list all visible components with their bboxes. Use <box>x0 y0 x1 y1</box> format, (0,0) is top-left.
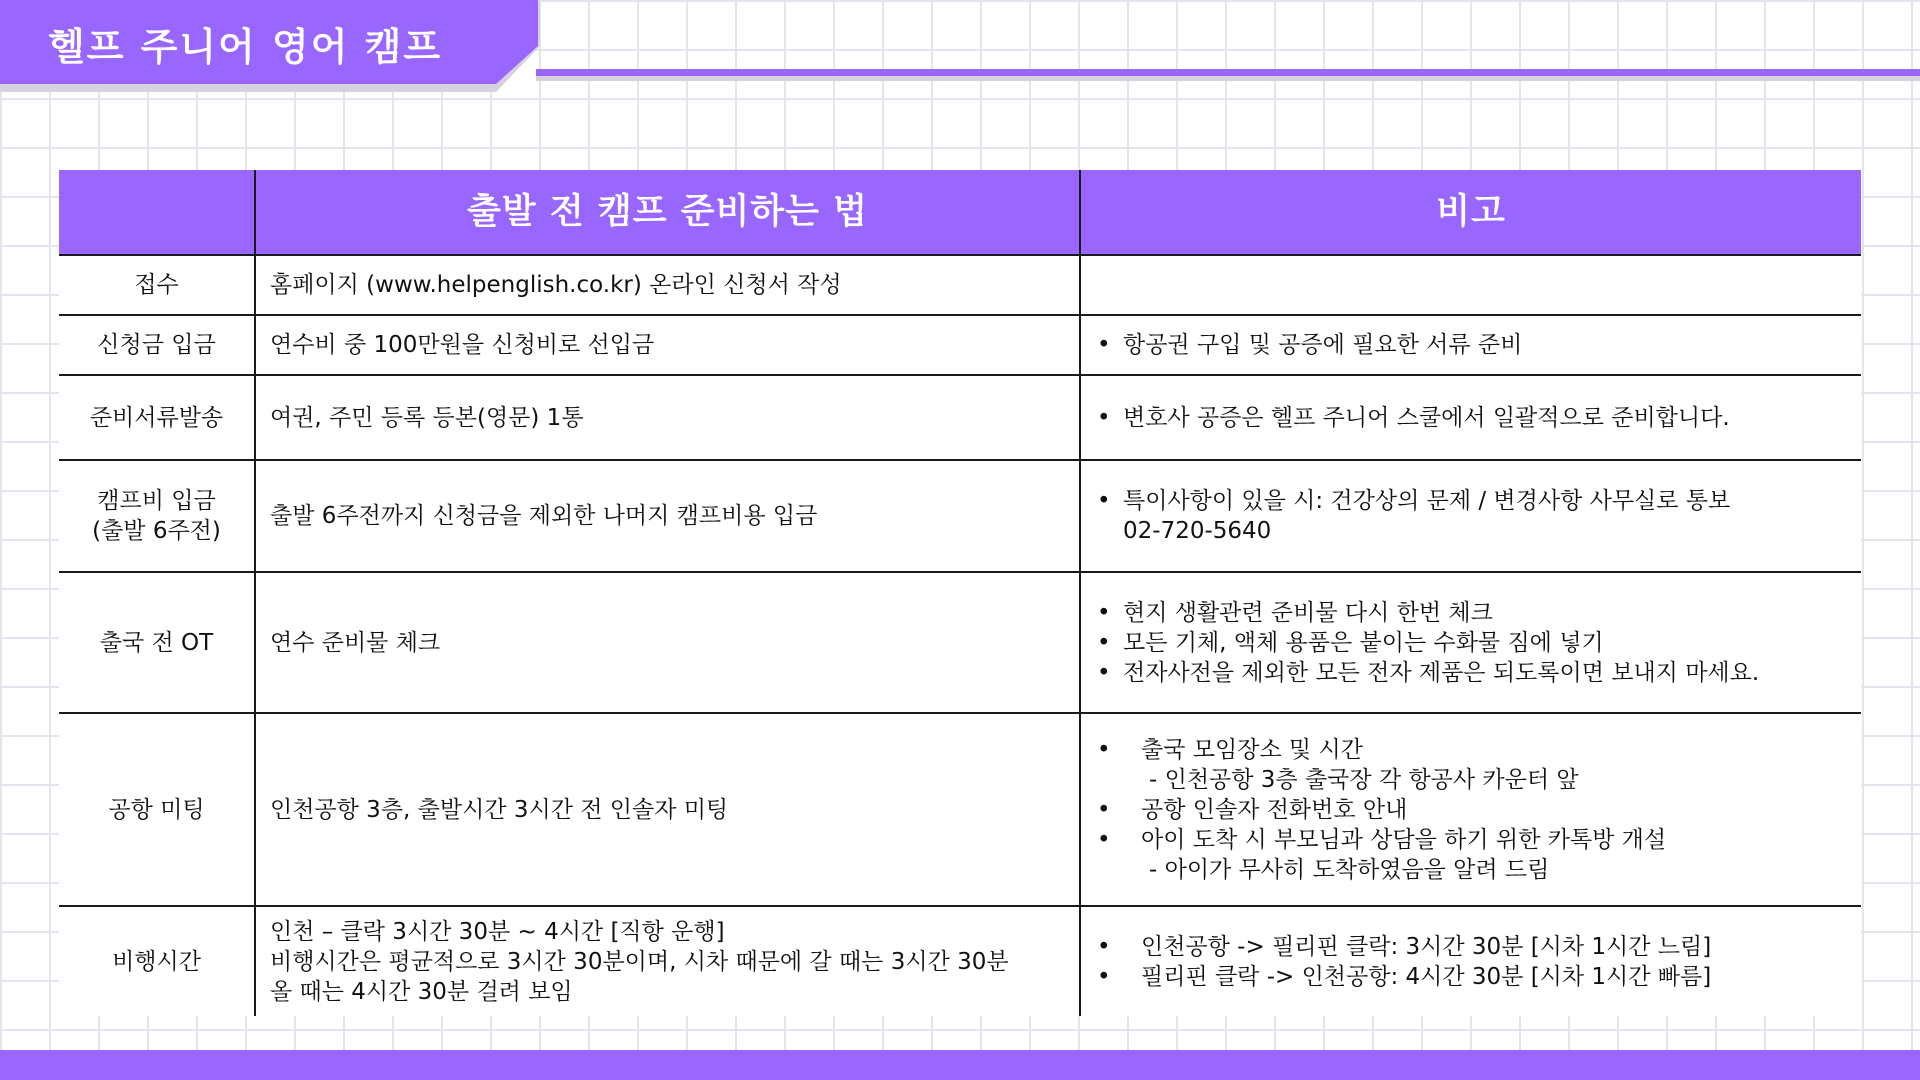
content-line: 인천 – 클락 3시간 30분 ~ 4시간 [직항 운행] <box>270 918 725 945</box>
table-row <box>59 572 1861 713</box>
row-label: 공항 미팅 <box>59 713 255 906</box>
row-notes <box>1080 460 1861 572</box>
row-content: 연수비 중 100만원을 신청비로 선입금 <box>255 315 1080 375</box>
note-text: • 아이 도착 시 부모님과 상담을 하기 위한 카톡방 개설 <box>1141 826 1667 853</box>
note-item: • 전자사전을 제외한 모든 전자 제품은 되도록이면 보내지 마세요. <box>1095 658 1847 688</box>
row-content: 여권, 주민 등록 등본(영문) 1통 <box>255 375 1080 460</box>
table-row <box>59 375 1861 460</box>
row-label: 접수 <box>59 255 255 315</box>
row-notes <box>1080 255 1861 315</box>
header-rule <box>536 69 1920 76</box>
note-item: • 현지 생활관련 준비물 다시 한번 체크 <box>1095 598 1847 628</box>
table-row <box>59 460 1861 572</box>
camp-preparation-table <box>59 170 1861 1016</box>
row-notes <box>1080 375 1861 460</box>
note-item: • 항공권 구입 및 공증에 필요한 서류 준비 <box>1095 330 1847 360</box>
row-label: 준비서류발송 <box>59 375 255 460</box>
row-label: 신청금 입금 <box>59 315 255 375</box>
table-row <box>59 255 1861 315</box>
row-label: 출국 전 OT <box>59 572 255 713</box>
note-subtext: - 아이가 무사히 도착하였음을 알려 드림 <box>1149 856 1550 883</box>
note-phone: 02-720-5640 <box>1123 518 1272 544</box>
page-title: 헬프 주니어 영어 캠프 <box>48 25 443 69</box>
row-notes <box>1080 315 1861 375</box>
row-label-line: (출발 6주전) <box>92 518 221 544</box>
table-header-row <box>59 170 1861 255</box>
row-content: 출발 6주전까지 신청금을 제외한 나머지 캠프비용 입금 <box>255 460 1080 572</box>
row-content: 홈페이지 (www.helpenglish.co.kr) 온라인 신청서 작성 <box>255 255 1080 315</box>
row-label <box>59 460 255 572</box>
note-text: • 출국 모임장소 및 시간 <box>1141 736 1363 763</box>
note-item: • 필리핀 클락 -> 인천공항: 4시간 30분 [시차 1시간 빠름] <box>1095 962 1847 992</box>
note-text: • 공항 인솔자 전화번호 안내 <box>1141 796 1408 823</box>
row-content <box>255 906 1080 1016</box>
content-line: 올 때는 4시간 30분 걸려 보임 <box>270 978 573 1005</box>
row-content: 인천공항 3층, 출발시간 3시간 전 인솔자 미팅 <box>255 713 1080 906</box>
row-notes <box>1080 572 1861 713</box>
note-item <box>1095 825 1847 885</box>
note-item <box>1095 486 1847 546</box>
note-item: • 인천공항 -> 필리핀 클락: 3시간 30분 [시차 1시간 느림] <box>1095 932 1847 962</box>
header-cell-label <box>59 170 255 255</box>
note-item <box>1095 795 1847 825</box>
row-notes <box>1080 906 1861 1016</box>
header-cell-notes: 비고 <box>1080 170 1861 255</box>
note-item: • 변호사 공증은 헬프 주니어 스쿨에서 일괄적으로 준비합니다. <box>1095 403 1847 433</box>
row-label-line: 캠프비 입금 <box>97 488 216 514</box>
row-label: 비행시간 <box>59 906 255 1016</box>
note-item <box>1095 735 1847 795</box>
content-line: 비행시간은 평균적으로 3시간 30분이며, 시차 때문에 갈 때는 3시간 30분 <box>270 948 1009 975</box>
footer-bar <box>0 1050 1920 1080</box>
note-item: • 모든 기체, 액체 용품은 붙이는 수화물 짐에 넣기 <box>1095 628 1847 658</box>
row-content: 연수 준비물 체크 <box>255 572 1080 713</box>
table-row <box>59 315 1861 375</box>
note-text: • 특이사항이 있을 시: 건강상의 문제 / 변경사항 사무실로 통보 <box>1123 488 1731 514</box>
table-row <box>59 713 1861 906</box>
header-cell-preparation: 출발 전 캠프 준비하는 법 <box>255 170 1080 255</box>
row-notes <box>1080 713 1861 906</box>
table-row <box>59 906 1861 1016</box>
note-subtext: - 인천공항 3층 출국장 각 항공사 카운터 앞 <box>1149 766 1579 793</box>
